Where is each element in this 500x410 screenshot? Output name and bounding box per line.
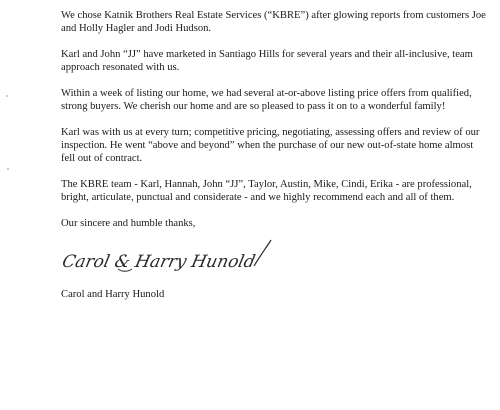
paragraph-referral: We chose Katnik Brothers Real Estate Services (“KBRE”) after glowing reports from customers Joe and Holly Hagler and Jodi Hudson.: [61, 10, 486, 34]
paragraph-recommendation: The KBRE team - Karl, Hannah, John “JJ”, Taylor, Austin, Mike, Cindi, Erika - are professional, bright, articulate, punctual and considerate - and we highly recommend each and all of them.: [61, 179, 472, 203]
scan-speck: [6, 95, 8, 97]
signature-graphic: [58, 236, 288, 278]
paragraph-support: Karl was with us at every turn; competitive pricing, negotiating, assessing offers and review of our inspection. He went “above and beyond” when the purchase of our new out-of-state home almost fell out of contract.: [61, 127, 480, 164]
paragraph-offers: Within a week of listing our home, we had several at-or-above listing price offers from qualified, strong buyers. We cherish our home and are so pleased to pass it on to a wonderful family!: [61, 88, 472, 112]
closing-line: Our sincere and humble thanks,: [61, 218, 196, 229]
signature-text: Carol & Harry Hunold: [60, 252, 257, 272]
letter-body: [61, 9, 486, 230]
paragraph-team-approach: Karl and John “JJ” have marketed in Santiago Hills for several years and their all-inclusive, team approach resonated with us.: [61, 49, 473, 73]
handwritten-signature: [58, 236, 288, 278]
scan-speck: [7, 168, 9, 170]
signer-names: Carol and Harry Hunold: [61, 289, 165, 300]
